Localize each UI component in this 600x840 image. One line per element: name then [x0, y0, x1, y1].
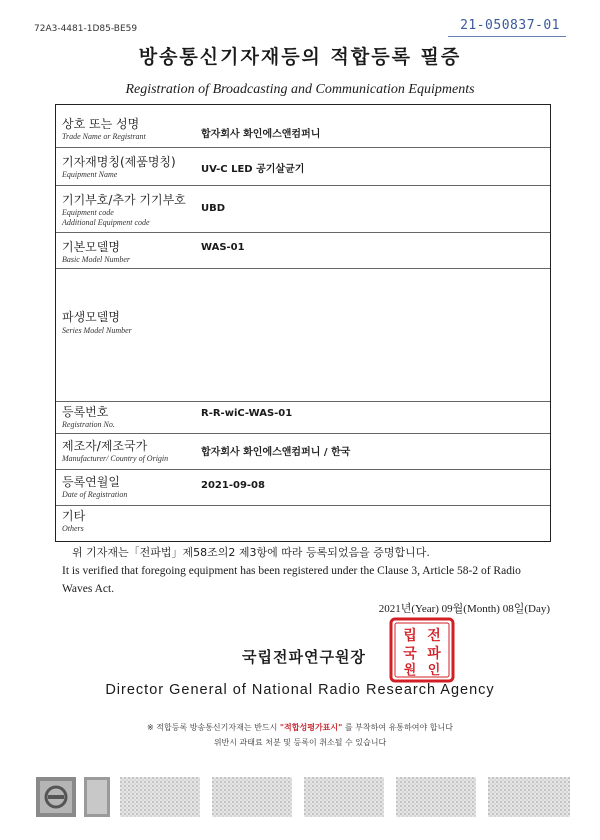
- title-english: Registration of Broadcasting and Communication Equipments: [125, 82, 475, 97]
- field-label-ko: 등록번호: [62, 405, 109, 419]
- field-label-en: Equipment Name: [62, 170, 118, 179]
- field-label-en: Registration No.: [62, 420, 115, 429]
- notice-highlight: "적합성평가표시": [279, 723, 343, 732]
- field-label-ko: 제조자/제조국가: [62, 439, 148, 453]
- notice-prefix: ※ 적합등록 방송통신기자재는 반드시: [147, 723, 278, 732]
- field-label-ko: 기기부호/추가 기기부호: [62, 193, 186, 207]
- field-value-registration-date: 2021-09-08: [201, 480, 265, 491]
- svg-text:립: 립: [403, 628, 417, 644]
- document-id: 72A3-4481-1D85-BE59: [34, 24, 138, 34]
- field-value-manufacturer: 합자회사 화인에스앤컴퍼니 / 한국: [201, 447, 351, 458]
- official-seal-icon: [388, 616, 456, 684]
- field-label-ko: 기타: [62, 509, 86, 523]
- field-label-ko: 기본모델명: [62, 240, 120, 254]
- registration-table: [55, 104, 551, 542]
- field-value-registration-no: R-R-wiC-WAS-01: [201, 408, 293, 419]
- notice-line-1: [0, 722, 600, 733]
- svg-text:원: 원: [403, 663, 417, 678]
- field-value-trade-name: 합자회사 화인에스앤컴퍼니: [201, 129, 321, 140]
- field-value-equipment-code: UBD: [201, 203, 226, 214]
- field-label-en: Basic Model Number: [62, 255, 130, 264]
- field-label-en: Manufacturer/ Country of Origin: [62, 454, 169, 463]
- field-label-ko: 파생모델명: [62, 310, 120, 324]
- row-divider: [56, 469, 550, 470]
- notice-line-2: 위반시 과태료 처분 및 등록이 취소될 수 있습니다: [213, 738, 387, 747]
- field-value-equipment-name: UV-C LED 공기살균기: [201, 164, 305, 175]
- row-divider: [56, 505, 550, 506]
- svg-text:파: 파: [427, 646, 441, 662]
- field-value-basic-model: WAS-01: [201, 242, 245, 253]
- svg-text:국: 국: [403, 646, 417, 662]
- security-pattern-strip: [120, 777, 570, 817]
- row-divider: [56, 433, 550, 434]
- security-logo-icon: [36, 777, 76, 817]
- issuer-english: Director General of National Radio Research Agency: [105, 682, 495, 698]
- statement-english: It is verified that foregoing equipment has been registered under the Clause 3, Article 58-2 of Radio Waves Act.: [62, 565, 521, 595]
- certificate-underline: [448, 36, 566, 37]
- svg-text:인: 인: [427, 663, 441, 678]
- row-divider: [56, 268, 550, 269]
- field-label-ko: 상호 또는 성명: [62, 117, 140, 131]
- statement-korean: 위 기자재는「전파법」제58조의2 제3항에 따라 등록되었음을 증명합니다.: [72, 546, 430, 559]
- row-divider: [56, 185, 550, 186]
- issue-date: 2021년(Year) 09월(Month) 08일(Day): [378, 603, 550, 615]
- title-korean: 방송통신기자재등의 적합등록 필증: [138, 46, 462, 68]
- svg-text:전: 전: [427, 628, 441, 644]
- issuer-korean: 국립전파연구원장: [242, 648, 366, 666]
- security-block-icon: [84, 777, 110, 817]
- field-label-ko: 기자재명칭(제품명칭): [62, 155, 176, 169]
- field-label-en-additional: Additional Equipment code: [62, 218, 150, 227]
- notice-suffix: 를 부착하여 유통하여야 합니다: [344, 723, 453, 732]
- field-label-en: Series Model Number: [62, 326, 132, 335]
- row-divider: [56, 147, 550, 148]
- row-divider: [56, 232, 550, 233]
- field-label-en: Equipment code: [62, 208, 114, 217]
- field-label-en: Date of Registration: [62, 490, 128, 499]
- certificate-number: 21-050837-01: [460, 18, 560, 33]
- row-divider: [56, 401, 550, 402]
- field-label-ko: 등록연월일: [62, 475, 120, 489]
- field-label-en: Trade Name or Registrant: [62, 132, 146, 141]
- field-label-en: Others: [62, 524, 84, 533]
